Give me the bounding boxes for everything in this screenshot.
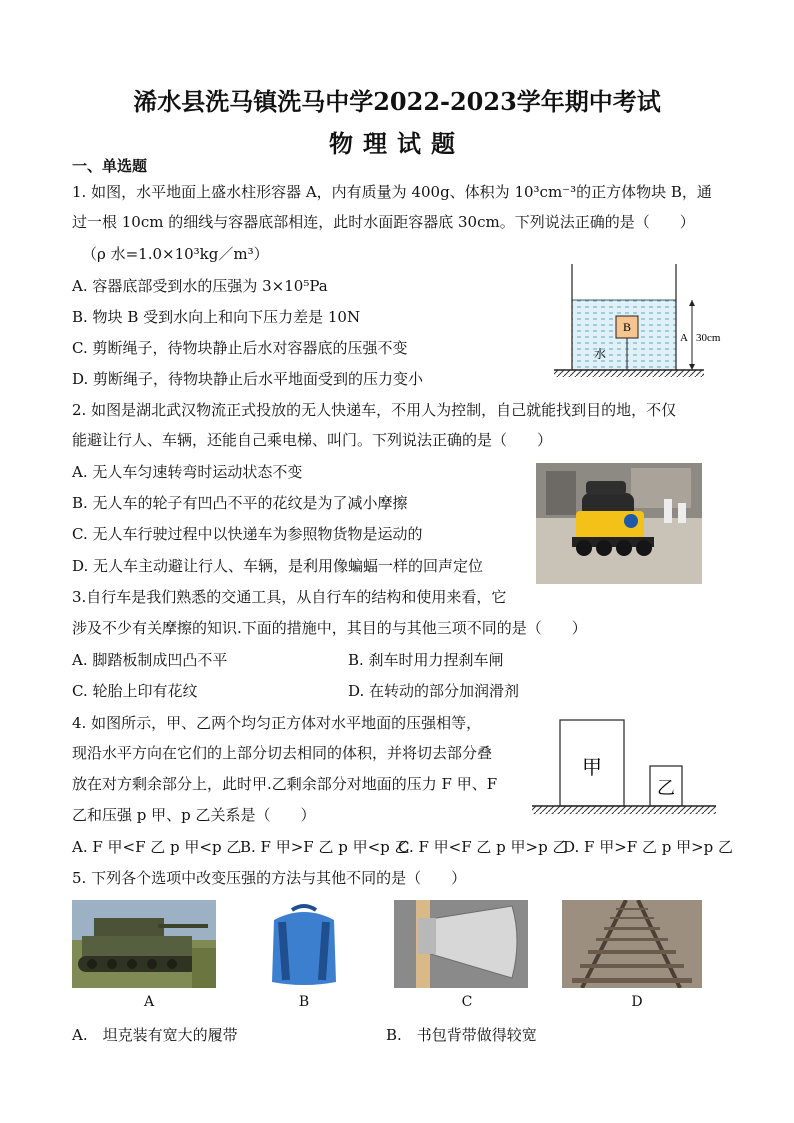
delivery-robot-photo bbox=[536, 463, 702, 584]
q1-option-d: D. 剪断绳子，待物块静止后水平地面受到的压力变小 bbox=[72, 370, 424, 388]
q4-option-a: A. F 甲<F 乙 p 甲<p 乙 bbox=[72, 838, 242, 856]
caption-c: C bbox=[461, 994, 473, 1010]
q5-option-a: A. 坦克装有宽大的履带 bbox=[72, 1026, 238, 1044]
q2-option-a: A. 无人车匀速转弯时运动状态不变 bbox=[72, 463, 303, 481]
section-heading: 一、单选题 bbox=[72, 157, 148, 175]
q3-option-b: B. 刹车时用力捏刹车闸 bbox=[348, 651, 504, 669]
q4-option-c: C. F 甲<F 乙 p 甲>p 乙 bbox=[398, 838, 568, 856]
block-b-label: B bbox=[622, 320, 632, 334]
q3-option-a: A. 脚踏板制成凹凸不平 bbox=[72, 651, 228, 669]
caption-b: B bbox=[298, 994, 310, 1010]
depth-label: 30cm bbox=[696, 332, 721, 344]
q3-option-c: C. 轮胎上印有花纹 bbox=[72, 682, 198, 700]
q4-option-d: D. F 甲>F 乙 p 甲>p 乙 bbox=[563, 838, 734, 856]
caption-d: D bbox=[631, 994, 643, 1010]
q3-line-1: 3.自行车是我们熟悉的交通工具，从自行车的结构和使用来看，它 bbox=[72, 588, 507, 606]
q2-line-2: 能避让行人、车辆，还能自己乘电梯、叫门。下列说法正确的是（ ） bbox=[72, 431, 553, 449]
railway-photo bbox=[562, 900, 702, 988]
q1-container-figure bbox=[552, 262, 752, 380]
water-label: 水 bbox=[594, 347, 607, 361]
cube-yi-label: 乙 bbox=[657, 778, 675, 799]
exam-subtitle: 物理试题 bbox=[329, 129, 465, 158]
q1-option-a: A. 容器底部受到水的压强为 3×10⁵Pa bbox=[72, 277, 328, 295]
q1-line-3: （ρ 水=1.0×10³kg／m³） bbox=[82, 245, 269, 263]
backpack-photo bbox=[232, 900, 376, 988]
tank-photo bbox=[72, 900, 216, 988]
q2-option-b: B. 无人车的轮子有凹凸不平的花纹是为了减小摩擦 bbox=[72, 494, 408, 512]
q4-line-2: 现沿水平方向在它们的上部分切去相同的体积，并将切去部分叠 bbox=[72, 744, 493, 762]
q4-line-4: 乙和压强 p 甲、p 乙关系是（ ） bbox=[72, 806, 316, 824]
q5-line-1: 5. 下列各个选项中改变压强的方法与其他不同的是（ ） bbox=[72, 869, 467, 887]
q1-line-2: 过一根 10cm 的细线与容器底部相连，此时水面距容器底 30cm。下列说法正确的是（ ） bbox=[72, 213, 695, 231]
q4-line-1: 4. 如图所示，甲、乙两个均匀正方体对水平地面的压强相等， bbox=[72, 714, 482, 732]
q1-option-c: C. 剪断绳子，待物块静止后水对容器底的压强不变 bbox=[72, 339, 408, 357]
q2-option-c: C. 无人车行驶过程中以快递车为参照物货物是运动的 bbox=[72, 525, 423, 543]
q5-option-b: B. 书包背带做得较宽 bbox=[386, 1026, 537, 1044]
q3-option-d: D. 在转动的部分加润滑剂 bbox=[348, 682, 520, 700]
q3-line-2: 涉及不少有关摩擦的知识.下面的措施中，其目的与其他三项不同的是（ ） bbox=[72, 619, 587, 637]
q4-line-3: 放在对方剩余部分上，此时甲.乙剩余部分对地面的压力 F 甲、F bbox=[72, 775, 498, 793]
q2-line-1: 2. 如图是湖北武汉物流正式投放的无人快递车，不用人为控制，自己就能找到目的地，不仅 bbox=[72, 401, 677, 419]
exam-title: 浠水县洗马镇洗马中学2022-2023学年期中考试 bbox=[133, 87, 661, 116]
q2-option-d: D. 无人车主动避让行人、车辆，是利用像蝙蝠一样的回声定位 bbox=[72, 557, 484, 575]
caption-a: A bbox=[143, 994, 155, 1010]
container-label: A bbox=[680, 332, 688, 344]
q1-option-b: B. 物块 B 受到水向上和向下压力差是 10N bbox=[72, 308, 361, 326]
q4-cubes-figure bbox=[530, 716, 720, 820]
q1-line-1: 1. 如图，水平地面上盛水柱形容器 A，内有质量为 400g、体积为 10³cm⁻³的正方体物块 B，通 bbox=[72, 183, 712, 201]
cube-jia-label: 甲 bbox=[582, 755, 602, 779]
axe-photo bbox=[394, 900, 528, 988]
q4-option-b: B. F 甲>F 乙 p 甲<p 乙 bbox=[240, 838, 410, 856]
